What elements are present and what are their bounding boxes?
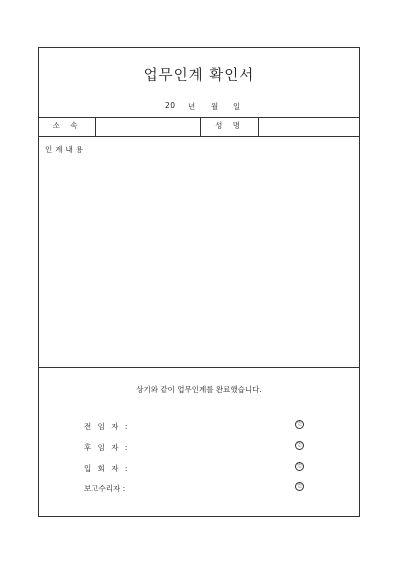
date-month-unit: 월: [211, 102, 219, 111]
signature-label: 보고수리자 :: [84, 484, 126, 493]
date-day-unit: 일: [233, 102, 241, 111]
completion-statement: 상기와 같이 업무인계를 완료했습니다.: [136, 385, 262, 394]
date-year-unit: 년: [188, 102, 196, 111]
signature-label: 입 회 자 :: [84, 464, 130, 473]
date-year-prefix: 20: [165, 101, 176, 110]
affiliation-field[interactable]: [96, 118, 200, 136]
handover-content-label: 인계내용: [45, 145, 86, 154]
content-bottom-border: [39, 367, 359, 368]
seal-icon: 인: [295, 441, 304, 450]
affiliation-label: 소 속: [52, 121, 82, 130]
signature-row-successor[interactable]: [39, 442, 359, 454]
signature-label: 후 임 자 :: [84, 443, 130, 452]
handover-confirmation-form: [38, 47, 360, 517]
handover-content-area[interactable]: [39, 137, 359, 367]
name-label: 성 명: [215, 121, 244, 130]
signature-row-predecessor[interactable]: [39, 421, 359, 433]
signature-row-witness[interactable]: [39, 463, 359, 475]
seal-icon: 인: [295, 462, 304, 471]
seal-icon: 인: [295, 420, 304, 429]
signature-row-report-receiver[interactable]: [39, 483, 359, 495]
document-title: 업무인계 확인서: [143, 68, 255, 84]
signature-label: 전 임 자 :: [84, 422, 130, 431]
name-field[interactable]: [259, 118, 359, 136]
seal-icon: 인: [295, 482, 304, 491]
